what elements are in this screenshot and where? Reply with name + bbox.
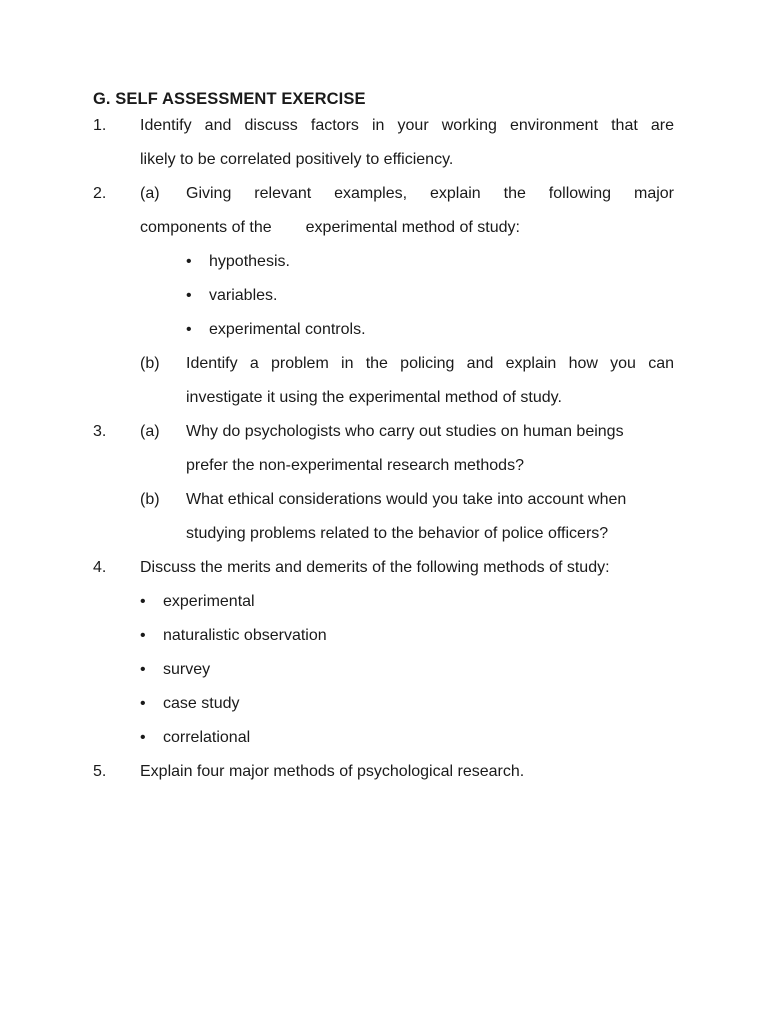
question-2a-line-2 [140, 218, 520, 238]
question-1-line-1: Identify and discuss factors in your working environment that are [140, 117, 674, 134]
question-4-bullet-4: case study [163, 695, 240, 712]
question-3a-label: (a) [140, 423, 160, 440]
question-2b-label: (b) [140, 355, 160, 372]
section-heading: G. SELF ASSESSMENT EXERCISE [93, 90, 366, 108]
bullet-icon: • [140, 695, 146, 712]
question-4-line-1: Discuss the merits and demerits of the following methods of study: [140, 559, 610, 576]
question-3b-label: (b) [140, 491, 160, 508]
bullet-icon: • [140, 729, 146, 746]
question-number-3: 3. [93, 423, 107, 440]
question-2a-bullet-2: variables. [209, 287, 278, 304]
question-3b-line-2: studying problems related to the behavior of police officers? [186, 525, 609, 542]
question-3b-line-1: What ethical considerations would you take into account when [186, 491, 627, 508]
question-3a-line-1: Why do psychologists who carry out studies on human beings [186, 423, 624, 440]
question-4-bullet-1: experimental [163, 593, 255, 610]
question-5-line-1: Explain four major methods of psychological research. [140, 763, 525, 780]
question-4-bullet-5: correlational [163, 729, 251, 746]
bullet-icon: • [186, 253, 192, 270]
question-number-4: 4. [93, 559, 107, 576]
bullet-icon: • [140, 661, 146, 678]
question-number-1: 1. [93, 117, 107, 134]
question-2a-line-2-start: components of the [140, 219, 272, 236]
bullet-icon: • [186, 287, 192, 304]
bullet-icon: • [140, 627, 146, 644]
question-2a-bullet-3: experimental controls. [209, 321, 366, 338]
question-1-line-2: likely to be correlated positively to efficiency. [140, 151, 454, 168]
question-2b-line-1: Identify a problem in the policing and explain how you can [186, 355, 674, 372]
question-number-2: 2. [93, 185, 107, 202]
question-2b-line-2: investigate it using the experimental method of study. [186, 389, 562, 406]
question-4-bullet-3: survey [163, 661, 211, 678]
question-2a-line-1: Giving relevant examples, explain the following major [186, 185, 674, 202]
question-3a-line-2: prefer the non-experimental research methods? [186, 457, 524, 474]
question-2a-line-2-end: experimental method of study: [305, 219, 520, 236]
question-2a-bullet-1: hypothesis. [209, 253, 290, 270]
question-number-5: 5. [93, 763, 107, 780]
question-4-bullet-2: naturalistic observation [163, 627, 327, 644]
bullet-icon: • [186, 321, 192, 338]
bullet-icon: • [140, 593, 146, 610]
question-2a-label: (a) [140, 185, 160, 202]
